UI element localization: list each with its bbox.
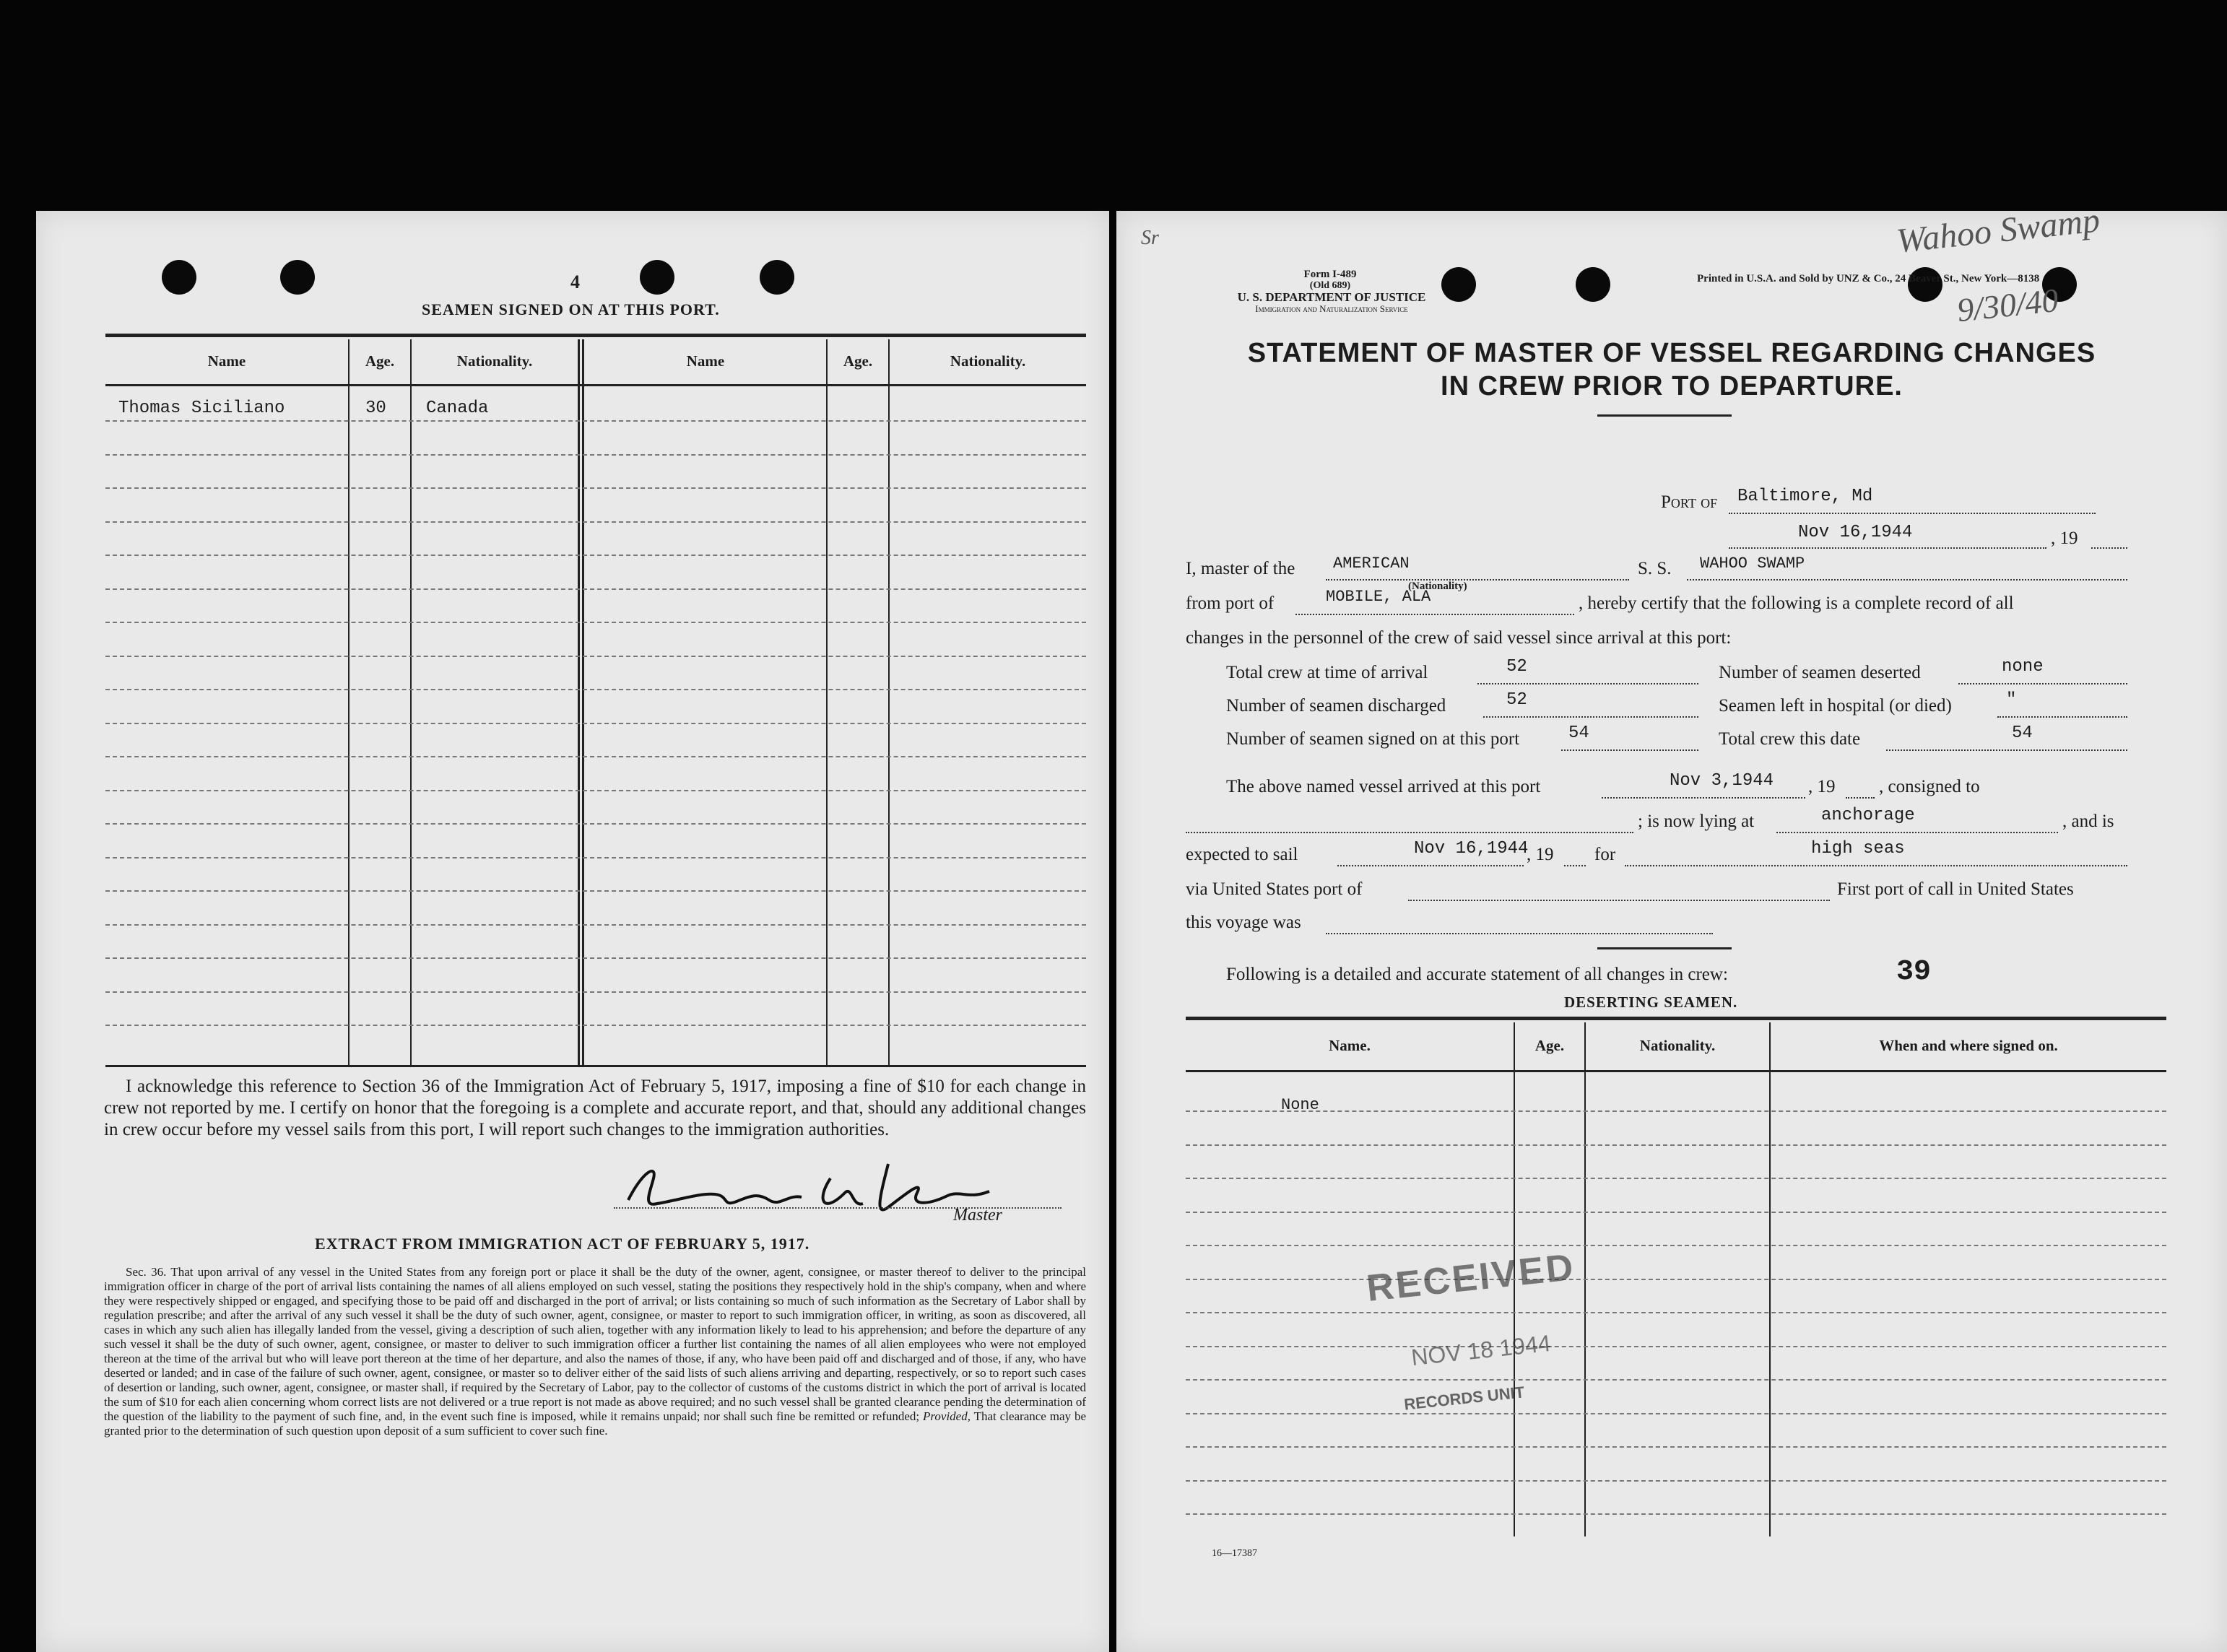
table-row-line — [105, 454, 1086, 456]
ss-label: S. S. — [1638, 559, 1672, 578]
right-page — [1116, 201, 2227, 1652]
handwritten-date: 9/30/40 — [1955, 281, 2060, 329]
table-row-line — [105, 991, 1086, 993]
table-row-line — [1186, 1110, 2166, 1112]
col-header-age-2: Age. — [843, 352, 873, 370]
desert-col-name: Name. — [1329, 1037, 1371, 1054]
arrived-label: The above named vessel arrived at this port — [1226, 777, 1541, 796]
desert-col-nationality: Nationality. — [1639, 1037, 1716, 1054]
table-row-line — [105, 924, 1086, 926]
expected-label: expected to sail — [1186, 845, 1298, 864]
discharged-label: Number of seamen discharged — [1226, 696, 1446, 716]
table-header-rule — [105, 384, 1086, 386]
expected-year: , 19 — [1527, 845, 1554, 864]
stamp-date: NOV 18 1944 — [1410, 1329, 1553, 1371]
table-row-line — [105, 857, 1086, 858]
table-row-line — [105, 957, 1086, 959]
table-row-line — [1186, 1312, 2166, 1313]
extract-title: EXTRACT FROM IMMIGRATION ACT OF FEBRUARY 5, 1917. — [315, 1235, 810, 1253]
col-header-age: Age. — [365, 352, 395, 370]
desert-col-when-where: When and where signed on. — [1879, 1037, 2058, 1054]
lying-value: anchorage — [1821, 806, 1915, 825]
table-row-line — [1186, 1379, 2166, 1381]
section-divider — [1597, 947, 1732, 949]
consigned-label: , consigned to — [1879, 777, 1980, 796]
table-row-line — [1186, 1346, 2166, 1347]
table-row-line — [105, 487, 1086, 489]
table-row-line — [105, 790, 1086, 791]
title-line-2: IN CREW PRIOR TO DEPARTURE. — [1441, 371, 1903, 401]
date-value: Nov 16,1944 — [1798, 523, 1913, 542]
extract-provided: Provided, — [923, 1409, 971, 1423]
and-is: , and is — [2062, 812, 2114, 831]
table-row-line — [1186, 1245, 2166, 1246]
table-row-line — [105, 823, 1086, 825]
deserted-value: none — [2002, 657, 2044, 677]
department: U. S. DEPARTMENT OF JUSTICE — [1237, 290, 1426, 304]
certify-text: , hereby certify that the following is a complete record of all — [1579, 594, 2014, 613]
col-header-name-2: Name — [686, 352, 725, 370]
section-title: SEAMEN SIGNED ON AT THIS PORT. — [422, 300, 720, 318]
title-underline — [1597, 414, 1732, 417]
total-crew-arrival-label: Total crew at time of arrival — [1226, 663, 1428, 682]
arrived-date: Nov 3,1944 — [1670, 771, 1774, 791]
hospital-label: Seamen left in hospital (or died) — [1719, 696, 1952, 716]
punch-hole — [280, 260, 315, 295]
nationality-value: AMERICAN — [1333, 555, 1410, 573]
from-port-label: from port of — [1186, 594, 1275, 613]
service: Immigration and Naturalization Service — [1255, 303, 1408, 314]
master-of-label: I, master of the — [1186, 559, 1295, 578]
extract-body — [104, 1265, 1086, 1438]
master-signature — [614, 1149, 1004, 1229]
port-label: Port of — [1661, 492, 1718, 512]
punch-hole — [1576, 267, 1610, 302]
footer-code: 16—17387 — [1212, 1548, 1257, 1559]
title-line-1: STATEMENT OF MASTER OF VESSEL REGARDING CHANGES — [1247, 338, 2096, 368]
from-port-value: MOBILE, ALA — [1326, 588, 1431, 606]
via-label: via United States port of — [1186, 879, 1363, 899]
desert-table-header-rule — [1186, 1070, 2166, 1072]
table-row-line — [1186, 1178, 2166, 1179]
signed-on-value: 54 — [1568, 723, 1589, 743]
table-row-line — [105, 656, 1086, 657]
table-row-line — [105, 756, 1086, 757]
total-crew-date-label: Total crew this date — [1719, 729, 1861, 749]
acknowledgment-text: I acknowledge this reference to Section 36 of the Immigration Act of February 5, 1917, imposing a fine of $10 for each change in crew not reported by me. I certify on honor that the foregoing is a complete and accurate report, and that, should any additional changes in crew occur before my vessel sails from this port, I will report such changes to the immigration authorities. — [104, 1077, 1086, 1139]
table-row-line — [105, 890, 1086, 892]
date-suffix: , 19 — [2051, 529, 2078, 548]
punch-hole — [640, 260, 674, 295]
table-row-line — [1186, 1212, 2166, 1213]
port-value: Baltimore, Md — [1737, 487, 1873, 506]
table-row-line — [105, 555, 1086, 556]
table-row-line — [1186, 1513, 2166, 1515]
entry-name: Thomas Siciliano — [118, 399, 285, 418]
expected-date: Nov 16,1944 — [1414, 839, 1529, 858]
desert-entry-name: None — [1281, 1096, 1319, 1114]
table-row-line — [105, 1025, 1086, 1026]
table-row-line — [105, 521, 1086, 523]
table-row-line — [1186, 1413, 2166, 1414]
col-header-name: Name — [207, 352, 246, 370]
table-row-line — [105, 588, 1086, 590]
vessel-value: WAHOO SWAMP — [1700, 555, 1805, 573]
table-row-line — [1186, 1446, 2166, 1448]
table-row-line — [105, 420, 1086, 422]
table-row-line — [1186, 1144, 2166, 1146]
col-header-nationality-2: Nationality. — [950, 352, 1026, 370]
hospital-value: " — [2006, 690, 2017, 710]
signed-on-label: Number of seamen signed on at this port — [1226, 729, 1520, 749]
for-label: for — [1594, 845, 1616, 864]
total-crew-arrival: 52 — [1506, 657, 1527, 677]
table-row-line — [105, 723, 1086, 724]
nationality-caption: (Nationality) — [1408, 581, 1467, 592]
total-crew-date: 54 — [2012, 723, 2033, 743]
page-number: 4 — [570, 271, 580, 292]
following-text: Following is a detailed and accurate statement of all changes in crew: — [1226, 965, 1728, 984]
table-row-line — [105, 622, 1086, 623]
form-old: (Old 689) — [1309, 280, 1351, 291]
table-row-line — [105, 689, 1086, 690]
discharged-value: 52 — [1506, 690, 1527, 710]
printer-info: Printed in U.S.A. and Sold by UNZ & Co., 24 Beaver St., New York—8138 — [1697, 273, 2040, 284]
stamped-number: 39 — [1896, 956, 1932, 988]
margin-note: Sr — [1141, 227, 1159, 249]
left-page — [36, 211, 1109, 1652]
table-top-rule — [105, 334, 1086, 337]
first-port-label: First port of call in United States — [1837, 879, 2074, 899]
table-row-line — [1186, 1480, 2166, 1482]
extract-text: That upon arrival of any vessel in the United States from any foreign port or place it shall be the duty of the owner, agent, consignee, or master thereof to deliver to the principal immigration officer in charge of the port of arrival lists containing the names of all aliens employed on such vessel, stating the positions they respectively hold in the ship's company, when and where they were respectively shipped or engaged, and specifying those to be paid off and discharged in the port of arrival; or lists containing so much of such information as the Secretary of Labor shall by regulation prescribe; and after the arrival of any such vessel it shall be the duty of such owner, agent, consignee, or master to report to such immigration officer, in writing, as soon as discovered, all cases in which any such alien has illegally landed from the vessel, giving a description of such alien, together with any information likely to lead to his apprehension; and before the departure of any such vessel it shall be the duty of such owner, agent, consignee, or master to deliver to such immigration officer a further list containing the names of all alien employees who were not employed thereon at the time of the arrival but who will leave port thereon at the time of her departure, and also the names of those, if any, who have been paid off and discharged and of those, if any, who have deserted or landed; and in case of the failure of such owner, agent, consignee, or master so to deliver either of the said lists of such aliens arriving and departing, respectively, or so to report such cases of desertion or landing, such owner, agent, consignee, or master shall, if required by the Secretary of Labor, pay to the collector of customs of the customs district in which the port of arrival is located the sum of $10 for each alien concerning whom correct lists are not delivered or a true report is not made as above required; and no such vessel shall be granted clearance pending the determination of the question of the liability to the payment of such fine, and, in the event such fine is imposed, while it remains unpaid; nor shall such fine be remitted or refunded; — [104, 1265, 1087, 1423]
arrived-year: , 19 — [1808, 777, 1836, 796]
for-value: high seas — [1811, 839, 1905, 858]
stamp-unit: RECORDS UNIT — [1403, 1383, 1526, 1414]
voyage-label: this voyage was — [1186, 913, 1301, 932]
table-row-line — [1186, 1279, 2166, 1280]
extract-section: Sec. 36. — [126, 1265, 167, 1279]
stamp-received: RECEIVED — [1364, 1246, 1578, 1310]
deserting-title: DESERTING SEAMEN. — [1564, 994, 1738, 1011]
deserted-label: Number of seamen deserted — [1719, 663, 1921, 682]
entry-nationality: Canada — [426, 399, 489, 418]
punch-hole — [760, 260, 794, 295]
desert-col-age: Age. — [1534, 1037, 1565, 1054]
extract-end: That clearance may be granted prior to the determination of such question upon deposit of a sum sufficient to cover such fine. — [104, 1409, 1086, 1438]
punch-hole — [162, 260, 196, 295]
table-bottom-rule — [105, 1065, 1086, 1067]
col-header-nationality: Nationality. — [456, 352, 533, 370]
signature-caption: Master — [953, 1206, 1002, 1225]
lying-label: ; is now lying at — [1638, 812, 1755, 831]
entry-age: 30 — [365, 399, 386, 418]
handwritten-note: Wahoo Swamp — [1895, 201, 2102, 261]
form-number: Form I-489 — [1303, 269, 1357, 280]
changes-text: changes in the personnel of the crew of said vessel since arrival at this port: — [1186, 628, 1732, 648]
desert-table-top — [1186, 1017, 2166, 1020]
